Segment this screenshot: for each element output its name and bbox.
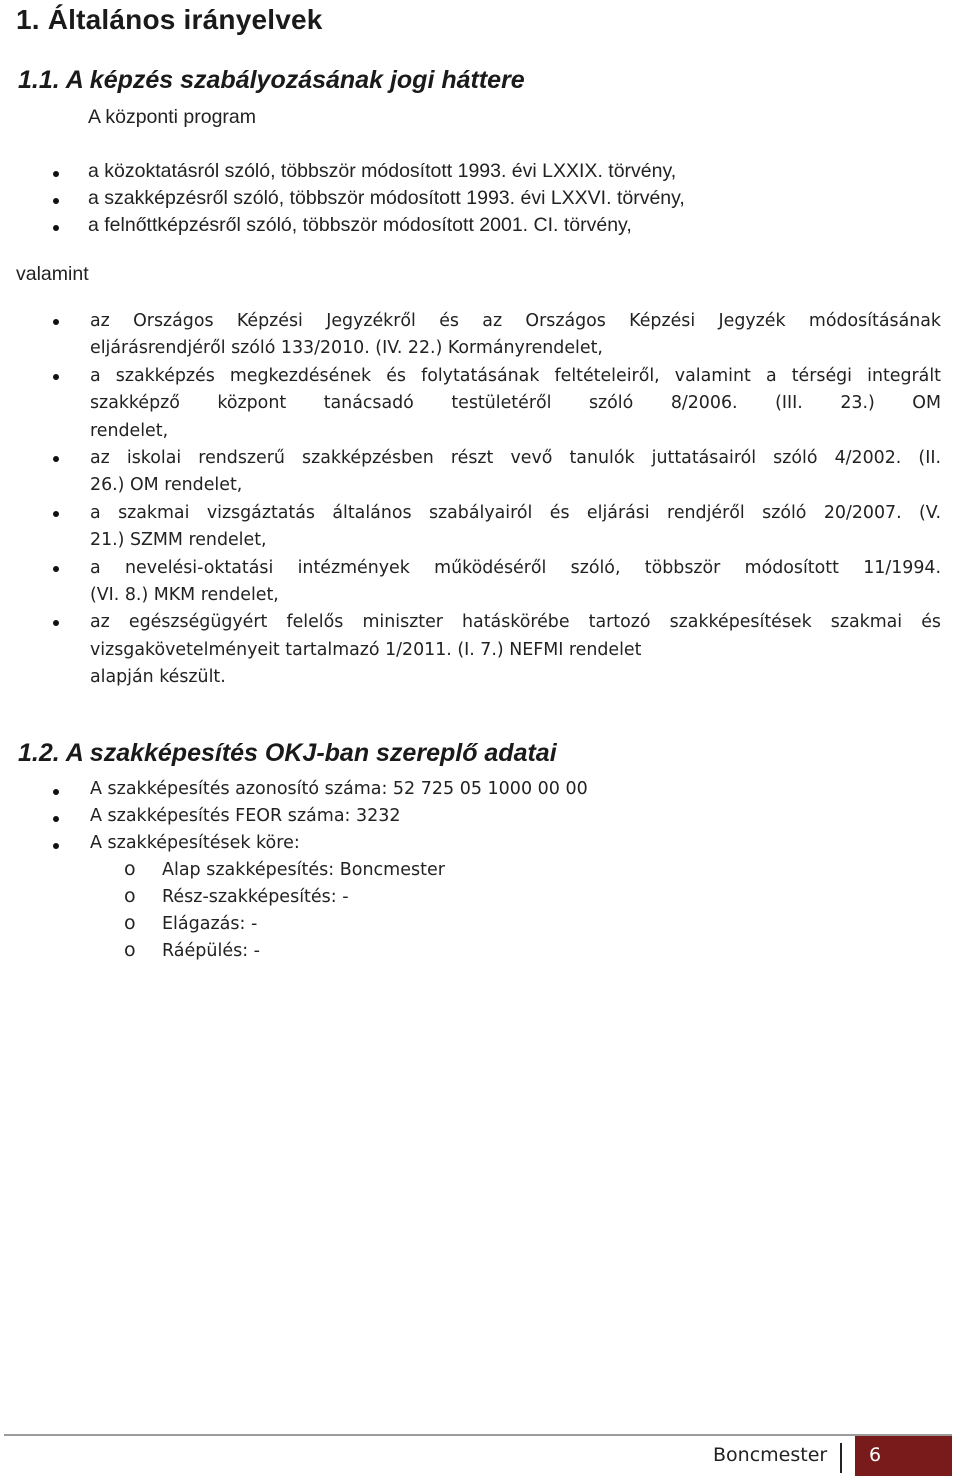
okj-item: A szakképesítések köre: — [90, 833, 300, 853]
okj-subitem: Alap szakképesítés: Boncmester — [162, 860, 445, 880]
bullet-icon — [53, 789, 59, 795]
bullet-icon — [53, 225, 59, 231]
section-1-2-heading: 1.2. A szakképesítés OKJ-ban szereplő adatai — [18, 739, 557, 767]
regulation-item: a szakmai vizsgáztatás általános szabályairól és eljárási rendjéről szóló 20/2007. (V. 21.) SZMM rendelet, — [90, 500, 941, 555]
intro-text: A központi program — [88, 106, 257, 128]
regulation-item: a szakképzés megkezdésének és folytatásának feltételeiről, valamint a térségi integrált szakképző központ tanácsadó testületéről szóló 8/2006. (III. 23.) OM rendelet, — [90, 363, 941, 445]
valamint-text: valamint — [16, 263, 89, 285]
footer-title: Boncmester — [713, 1444, 828, 1466]
law-item: a szakképzésről szóló, többször módosított 1993. évi LXXVI. törvény, — [88, 187, 685, 209]
section-1-heading: 1. Általános irányelvek — [16, 4, 323, 35]
law-item: a közoktatásról szóló, többször módosított 1993. évi LXXIX. törvény, — [88, 160, 677, 182]
circle-marker-icon: o — [124, 858, 136, 880]
okj-item: A szakképesítés FEOR száma: 3232 — [90, 806, 401, 826]
bullet-icon — [53, 566, 59, 572]
regulation-item: a nevelési-oktatási intézmények működéséről szóló, többször módosított 11/1994. (VI. 8.) MKM rendelet, — [90, 555, 941, 610]
law-item: a felnőttképzésről szóló, többször módosított 2001. CI. törvény, — [88, 214, 632, 236]
okj-subitem: Elágazás: - — [162, 914, 258, 934]
footer-separator — [840, 1443, 842, 1473]
circle-marker-icon: o — [124, 885, 136, 907]
bullet-icon — [53, 319, 59, 325]
bullet-icon — [53, 171, 59, 177]
circle-marker-icon: o — [124, 912, 136, 934]
regulation-item: az egészségügyért felelős miniszter hatáskörébe tartozó szakképesítések szakmai és vizsgakövetelményeit tartalmazó 1/2011. (I. 7.) NEFMI rendelet — [90, 609, 941, 664]
okj-subitem: Rész-szakképesítés: - — [162, 887, 349, 907]
bullet-icon — [53, 843, 59, 849]
bullet-icon — [53, 511, 59, 517]
bullet-icon — [53, 456, 59, 462]
okj-subitem: Ráépülés: - — [162, 941, 260, 961]
regulations-list — [90, 308, 941, 692]
bullet-icon — [53, 374, 59, 380]
circle-marker-icon: o — [124, 939, 136, 961]
regulation-item: az Országos Képzési Jegyzékről és az Országos Képzési Jegyzék módosításának eljárásrendjéről szóló 133/2010. (IV. 22.) Kormányrendelet, — [90, 308, 941, 363]
bullet-icon — [53, 816, 59, 822]
closing-text: alapján készült. — [90, 667, 226, 688]
bullet-icon — [53, 198, 59, 204]
bullet-icon — [53, 620, 59, 626]
page-number: 6 — [869, 1444, 882, 1466]
footer-divider — [4, 1434, 952, 1436]
regulation-item: az iskolai rendszerű szakképzésben részt vevő tanulók juttatásairól szóló 4/2002. (II. 26.) OM rendelet, — [90, 445, 941, 500]
section-1-1-heading: 1.1. A képzés szabályozásának jogi háttere — [18, 66, 525, 94]
okj-item: A szakképesítés azonosító száma: 52 725 05 1000 00 00 — [90, 779, 588, 799]
